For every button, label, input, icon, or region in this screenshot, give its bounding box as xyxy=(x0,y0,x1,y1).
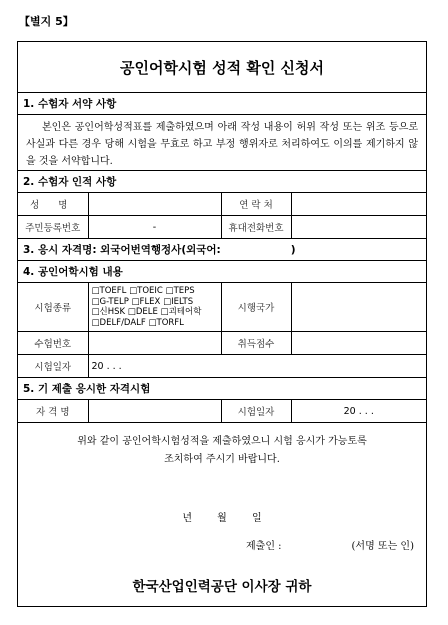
section-1-heading: 1. 수험자 서약 사항 xyxy=(18,93,426,115)
section-5-heading: 5. 기 제출 응시한 자격시험 xyxy=(18,378,426,400)
section-3-heading xyxy=(18,239,426,261)
applicant-label: 제출인 : xyxy=(246,541,282,552)
name-label: 성 명 xyxy=(18,193,88,216)
signature-hint[interactable]: (서명 또는 인) xyxy=(351,541,414,552)
personal-info-table xyxy=(18,193,426,239)
qualification-name-label: 자 격 명 xyxy=(18,400,88,423)
annex-label: 【별지 5】 xyxy=(19,15,74,28)
qualification-name-field[interactable] xyxy=(88,400,221,423)
section-2-heading: 2. 수험자 인적 사항 xyxy=(18,171,426,193)
submission-date[interactable]: 년 월 일 xyxy=(182,513,262,524)
qualification-heading-text: 3. 응시 자격명: 외국어번역행정사(외국어: xyxy=(23,244,221,256)
exam-info-table xyxy=(18,283,426,378)
exam-options-line[interactable]: □G-TELP □FLEX □IELTS xyxy=(91,296,194,307)
addressee: 한국산업인력공단 이사장 귀하 xyxy=(132,579,312,595)
rrn-field[interactable]: - xyxy=(88,216,221,239)
country-field[interactable] xyxy=(291,283,426,332)
exam-date-field[interactable]: 20 . . . xyxy=(88,355,426,378)
exam-number-label: 수험번호 xyxy=(18,332,88,355)
application-form xyxy=(17,41,427,607)
section-4-heading: 4. 공인어학시험 내용 xyxy=(18,261,426,283)
form-title: 공인어학시험 성적 확인 신청서 xyxy=(18,42,426,93)
exam-options-line[interactable]: □DELF/DALF □TORFL xyxy=(91,317,184,328)
prior-exam-table xyxy=(18,400,426,423)
closing-line-2: 조치하여 주시기 바랍니다. xyxy=(164,454,280,465)
prior-exam-date-field[interactable]: 20 . . . xyxy=(291,400,426,423)
pledge-text: 본인은 공인어학성적표를 제출하였으며 아래 작성 내용이 허위 작성 또는 위조 등으로 사실과 다른 경우 당해 시험을 무효로 하고 부정 행위자로 처리하여도 이의를 제기하지 않을 것을 서약합니다. xyxy=(18,115,426,171)
score-field[interactable] xyxy=(291,332,426,355)
closing-line-1: 위와 같이 공인어학시험성적을 제출하였으니 시험 응시가 가능토록 xyxy=(77,436,367,447)
name-field[interactable] xyxy=(88,193,221,216)
mobile-field[interactable] xyxy=(291,216,426,239)
exam-options-line[interactable]: □신HSK □DELE □괴테어학 xyxy=(91,307,202,317)
exam-number-field[interactable] xyxy=(88,332,221,355)
prior-exam-date-label: 시험일자 xyxy=(221,400,291,423)
country-label: 시행국가 xyxy=(221,283,291,332)
closing-statement xyxy=(18,423,426,469)
contact-label: 연 락 처 xyxy=(221,193,291,216)
contact-field[interactable] xyxy=(291,193,426,216)
rrn-label: 주민등록번호 xyxy=(18,216,88,239)
score-label: 취득점수 xyxy=(221,332,291,355)
exam-date-label: 시험일자 xyxy=(18,355,88,378)
mobile-label: 휴대전화번호 xyxy=(221,216,291,239)
qualification-close-paren: ) xyxy=(290,243,296,256)
exam-type-options[interactable] xyxy=(88,283,221,332)
exam-type-label: 시험종류 xyxy=(18,283,88,332)
applicant-line xyxy=(246,537,414,552)
exam-options-line[interactable]: □TOEFL □TOEIC □TEPS xyxy=(91,286,195,296)
